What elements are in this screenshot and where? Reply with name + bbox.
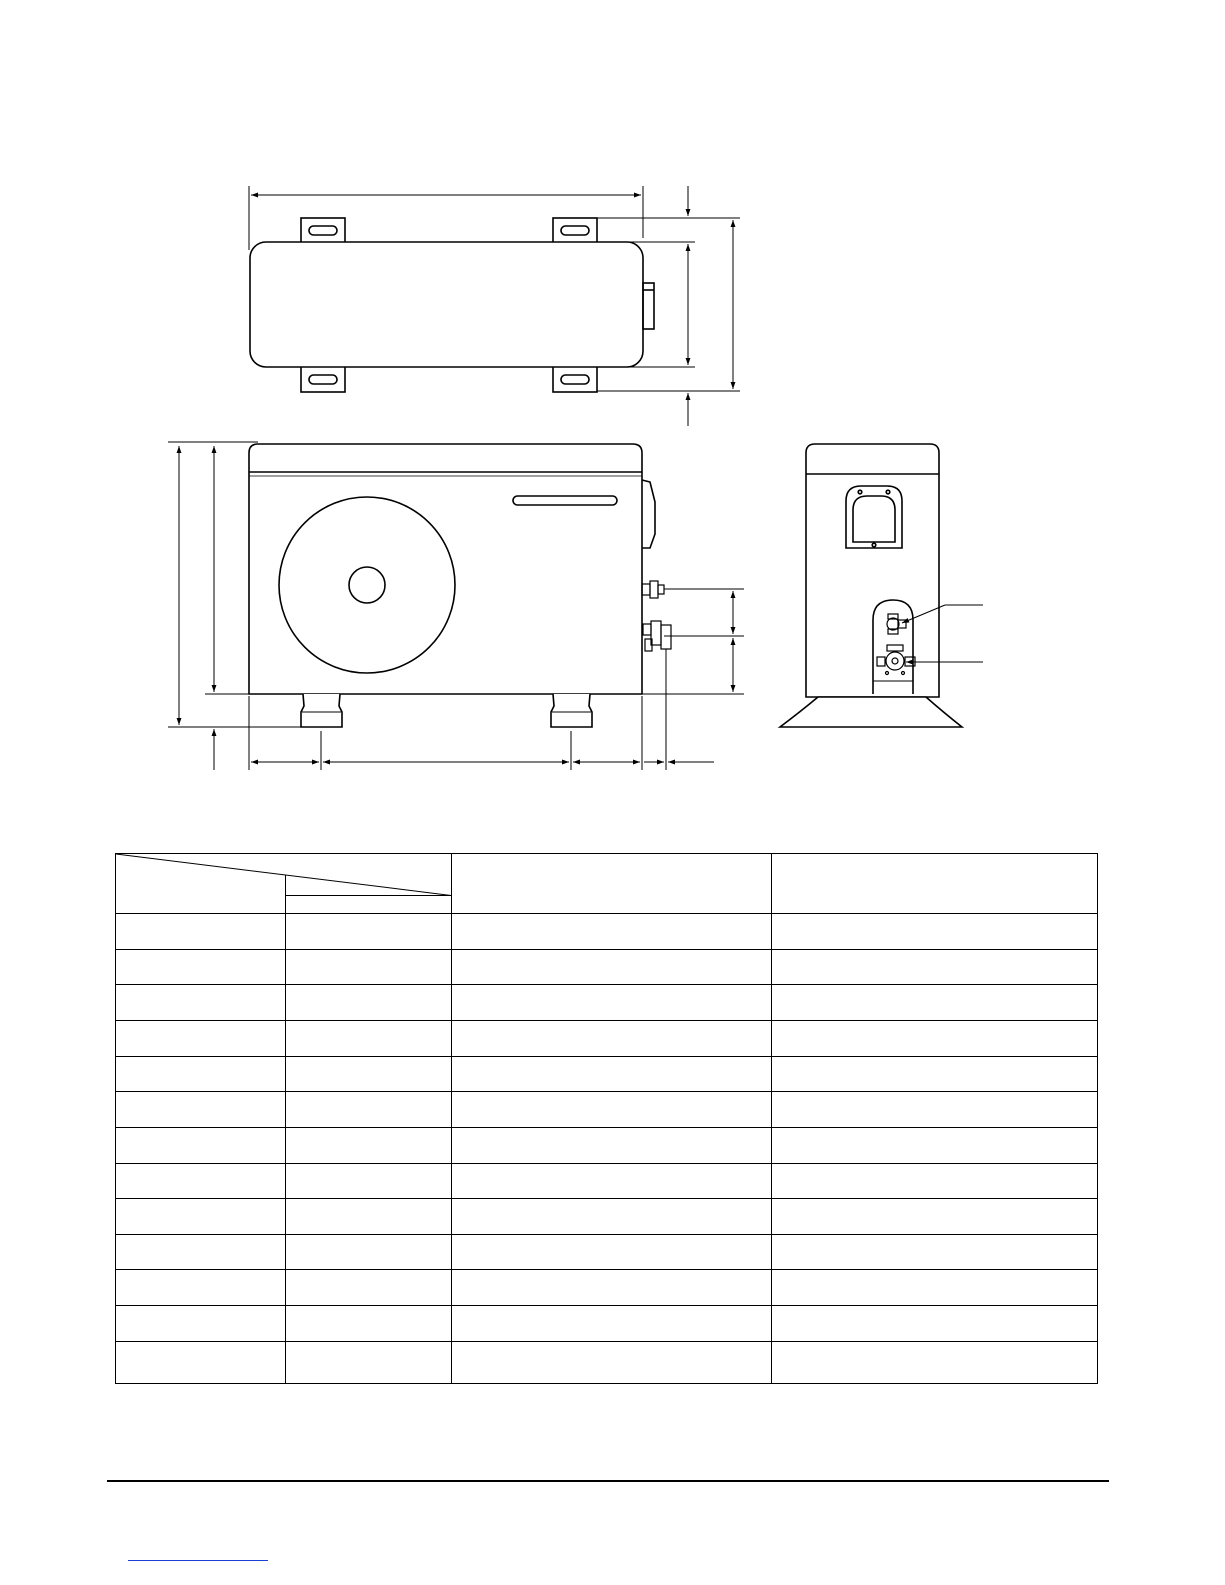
table-cell — [116, 1199, 286, 1235]
table-cell — [116, 1341, 286, 1383]
table-cell — [772, 1127, 1098, 1163]
service-box-front — [642, 480, 655, 548]
table-cell — [116, 1306, 286, 1342]
table-row — [116, 1234, 1098, 1270]
side-view — [780, 444, 962, 727]
footer-rule — [107, 1480, 1109, 1482]
table-cell — [452, 1021, 772, 1057]
table-header-row — [116, 854, 1098, 914]
diagonal-header-cell — [116, 854, 452, 914]
table-cell — [286, 1021, 452, 1057]
table-cell — [286, 1306, 452, 1342]
table-cell — [116, 949, 286, 985]
mounting-tab — [553, 365, 597, 392]
table-cell — [286, 1092, 452, 1128]
table-cell — [452, 1056, 772, 1092]
table-row — [116, 1163, 1098, 1199]
table-cell — [116, 985, 286, 1021]
table-cell — [772, 1341, 1098, 1383]
table-cell — [116, 1234, 286, 1270]
table-cell — [286, 1163, 452, 1199]
table-cell — [116, 1163, 286, 1199]
table-cell — [286, 1270, 452, 1306]
service-valve — [642, 581, 664, 598]
unit-base — [780, 697, 962, 727]
table-row — [116, 1021, 1098, 1057]
table-cell — [116, 1092, 286, 1128]
table-cell — [772, 1092, 1098, 1128]
table-row — [116, 985, 1098, 1021]
table-cell — [452, 1341, 772, 1383]
table-cell — [772, 985, 1098, 1021]
table-cell — [286, 914, 452, 950]
unit-foot — [301, 694, 342, 727]
mounting-tab — [301, 218, 345, 244]
column-header-cell — [452, 854, 772, 914]
table-cell — [772, 949, 1098, 985]
top-view — [250, 218, 654, 392]
table-cell — [452, 1270, 772, 1306]
unit-body-front — [249, 444, 642, 694]
table-row — [116, 1199, 1098, 1235]
table-cell — [286, 949, 452, 985]
table-cell — [116, 1127, 286, 1163]
table-cell — [452, 1199, 772, 1235]
table-cell — [772, 1199, 1098, 1235]
mounting-tab — [301, 365, 345, 392]
footer-link[interactable] — [128, 1560, 268, 1561]
table-row — [116, 1092, 1098, 1128]
table-cell — [286, 1341, 452, 1383]
table-cell — [116, 1056, 286, 1092]
table-cell — [772, 1163, 1098, 1199]
table-row — [116, 1270, 1098, 1306]
front-view — [249, 444, 671, 727]
unit-foot — [551, 694, 592, 727]
column-header-cell — [772, 854, 1098, 914]
unit-body-top — [250, 242, 643, 367]
table-row — [116, 1127, 1098, 1163]
table-row — [116, 949, 1098, 985]
table-cell — [452, 1306, 772, 1342]
table-cell — [286, 1199, 452, 1235]
table-cell — [452, 1163, 772, 1199]
table-row — [116, 1056, 1098, 1092]
table-cell — [452, 985, 772, 1021]
mounting-tab — [553, 218, 597, 244]
table-cell — [772, 1021, 1098, 1057]
table-row — [116, 914, 1098, 950]
table-row — [116, 1306, 1098, 1342]
table-cell — [286, 985, 452, 1021]
table-cell — [772, 1056, 1098, 1092]
table-cell — [772, 1270, 1098, 1306]
table-cell — [116, 1270, 286, 1306]
table-row — [116, 1341, 1098, 1383]
table-cell — [772, 1234, 1098, 1270]
table-cell — [286, 1234, 452, 1270]
table-cell — [772, 1306, 1098, 1342]
dimension-table — [115, 853, 1098, 1384]
table-cell — [286, 1127, 452, 1163]
table-cell — [452, 1234, 772, 1270]
table-cell — [286, 1056, 452, 1092]
table-cell — [452, 949, 772, 985]
table-cell — [116, 1021, 286, 1057]
table-cell — [452, 1127, 772, 1163]
table-cell — [116, 914, 286, 950]
table-cell — [772, 914, 1098, 950]
table-cell — [452, 914, 772, 950]
table-cell — [452, 1092, 772, 1128]
